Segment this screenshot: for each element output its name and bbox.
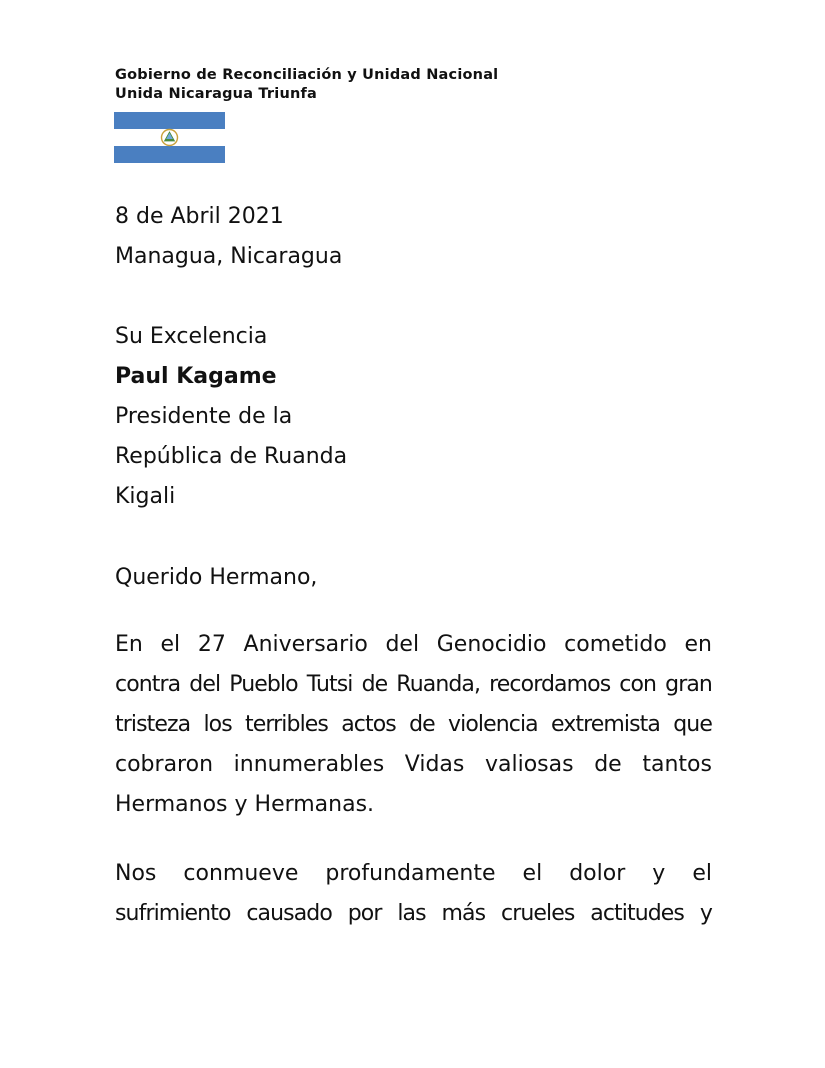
- word: Nos: [115, 861, 157, 886]
- letterhead-line-2: Unida Nicaragua Triunfa: [115, 86, 317, 102]
- word: terribles: [245, 712, 328, 737]
- paragraph-line: [115, 625, 712, 665]
- word: por: [347, 901, 382, 926]
- word: del: [385, 632, 420, 657]
- paragraph-line: [115, 745, 712, 785]
- word: Hermanos y Hermanas.: [115, 792, 375, 817]
- word: con: [619, 672, 657, 697]
- letter-date: 8 de Abril 2021: [115, 204, 284, 229]
- date-place-block: [115, 197, 342, 277]
- paragraph-2: [115, 854, 712, 934]
- word: el: [522, 861, 543, 886]
- word: de: [594, 752, 622, 777]
- word: valiosas: [485, 752, 574, 777]
- word: contra: [115, 672, 181, 697]
- paragraph-line: [115, 705, 712, 745]
- word: en: [684, 632, 712, 657]
- word: sufrimiento: [115, 901, 231, 926]
- word: innumerables: [233, 752, 385, 777]
- paragraph-line: [115, 894, 712, 934]
- word: Pueblo: [229, 672, 298, 697]
- recipient-block: [115, 317, 347, 517]
- coat-of-arms-icon: [159, 127, 180, 148]
- word: recordamos: [489, 672, 611, 697]
- flag-bottom-band: [114, 146, 225, 163]
- word: tristeza: [115, 712, 191, 737]
- word: de: [409, 712, 435, 737]
- word: En: [115, 632, 143, 657]
- word: dolor: [569, 861, 626, 886]
- word: más: [441, 901, 486, 926]
- paragraph-1: [115, 625, 712, 825]
- recipient-title-line-2: República de Ruanda: [115, 444, 348, 469]
- letterhead-line-1: Gobierno de Reconciliación y Unidad Nacional: [115, 67, 499, 83]
- word: gran: [665, 672, 712, 697]
- word: profundamente: [325, 861, 496, 886]
- paragraph-line: [115, 785, 712, 825]
- nicaragua-flag-icon: [114, 112, 225, 163]
- word: Genocidio: [436, 632, 547, 657]
- greeting: Querido Hermano,: [115, 565, 318, 590]
- word: de: [361, 672, 388, 697]
- word: que: [673, 712, 712, 737]
- word: extremista: [550, 712, 660, 737]
- recipient-city: Kigali: [115, 484, 176, 509]
- word: actos: [341, 712, 396, 737]
- recipient-title-line-1: Presidente de la: [115, 404, 293, 429]
- word: cometido: [564, 632, 667, 657]
- letter-place: Managua, Nicaragua: [115, 244, 343, 269]
- word: las: [397, 901, 426, 926]
- word: 27: [197, 632, 226, 657]
- word: conmueve: [183, 861, 299, 886]
- word: cobraron: [115, 752, 214, 777]
- word: Vidas: [404, 752, 465, 777]
- word: el: [692, 861, 712, 886]
- word: violencia: [447, 712, 538, 737]
- word: del: [189, 672, 221, 697]
- paragraph-line: [115, 854, 712, 894]
- word: causado: [246, 901, 332, 926]
- paragraph-line: [115, 665, 712, 705]
- word: el: [160, 632, 181, 657]
- word: Aniversario: [243, 632, 368, 657]
- word: Ruanda,: [396, 672, 481, 697]
- recipient-salutation: Su Excelencia: [115, 324, 268, 349]
- letterhead: [115, 66, 498, 104]
- recipient-name: Paul Kagame: [115, 364, 277, 389]
- word: y: [699, 901, 712, 926]
- word: y: [652, 861, 666, 886]
- word: Tutsi: [306, 672, 353, 697]
- word: actitudes: [590, 901, 684, 926]
- word: tantos: [642, 752, 712, 777]
- word: los: [203, 712, 232, 737]
- word: crueles: [501, 901, 575, 926]
